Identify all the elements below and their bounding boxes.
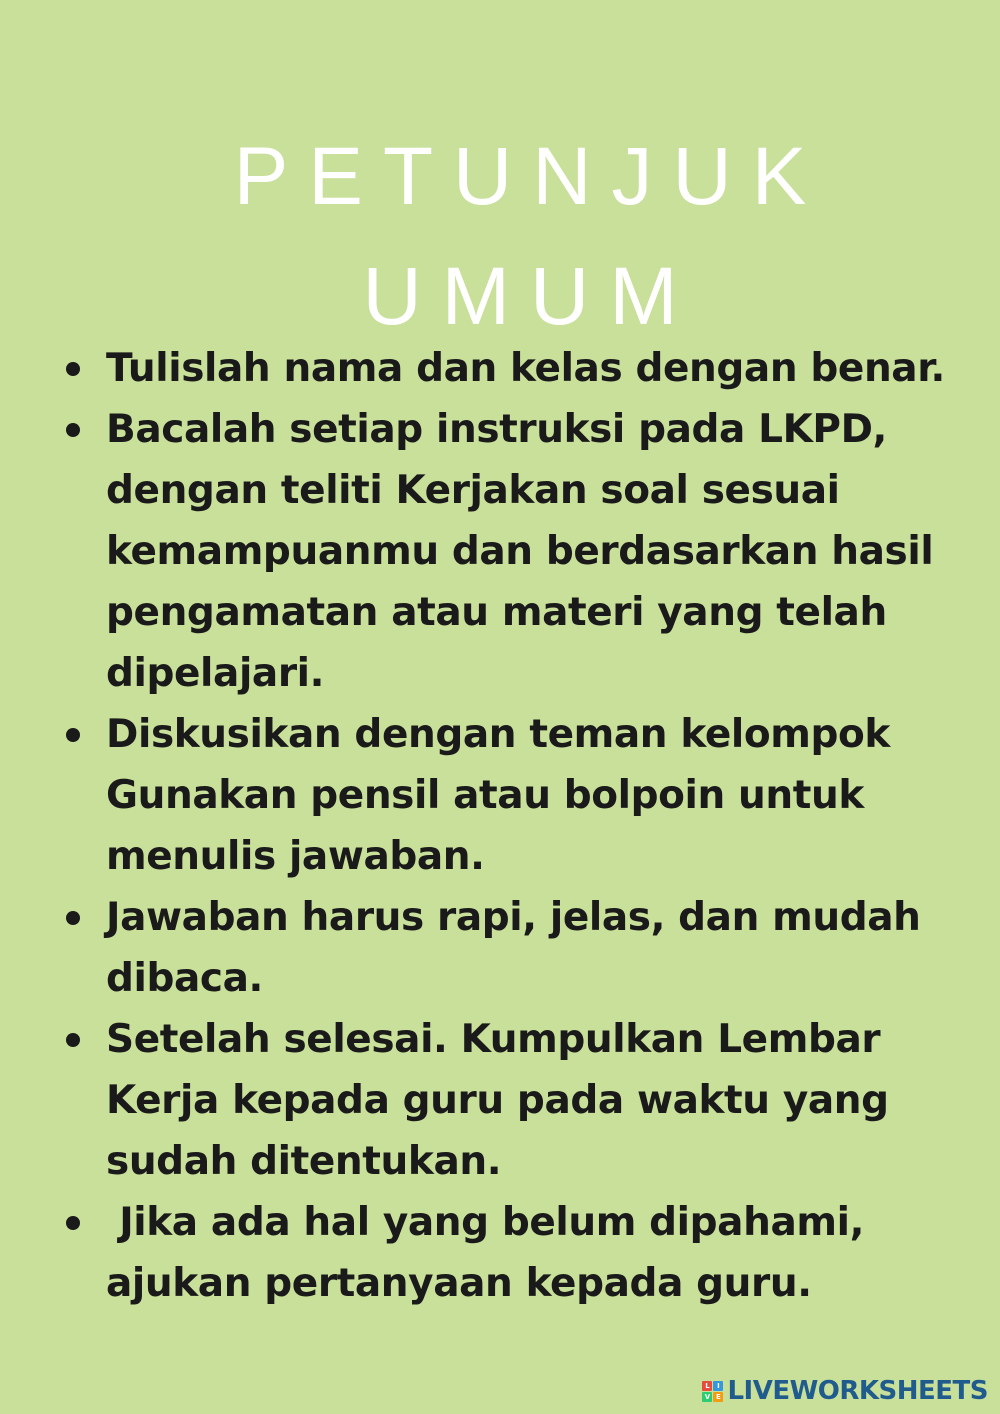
instruction-list — [0, 338, 1000, 1314]
instruction-text: Diskusikan dengan teman kelompok Gunakan pensil atau bolpoin untuk menulis jawaban. — [106, 712, 890, 879]
logo-letter: E — [713, 1392, 723, 1402]
instruction-text: Bacalah setiap instruksi pada LKPD, dengan teliti Kerjakan soal sesuai kemampuanmu dan berdasarkan hasil pengamatan atau materi yang telah dipelajari. — [106, 407, 934, 696]
instruction-item — [0, 887, 1000, 1009]
instruction-text: Setelah selesai. Kumpulkan Lembar Kerja kepada guru pada waktu yang sudah ditentukan. — [106, 1017, 889, 1184]
instruction-text: Tulislah nama dan kelas dengan benar. — [106, 346, 945, 391]
bullet-icon — [66, 423, 80, 437]
liveworksheets-logo-icon — [702, 1381, 723, 1402]
instruction-item — [0, 1192, 1000, 1314]
instruction-item — [0, 1009, 1000, 1192]
instruction-item — [0, 338, 1000, 399]
instruction-item — [0, 399, 1000, 704]
title-line-2: UMUM — [362, 250, 698, 342]
instruction-text: Jawaban harus rapi, jelas, dan mudah dibaca. — [106, 895, 921, 1001]
instruction-text: Jika ada hal yang belum dipahami, ajukan pertanyaan kepada guru. — [106, 1200, 878, 1306]
bullet-icon — [66, 728, 80, 742]
bullet-icon — [66, 911, 80, 925]
logo-letter: V — [702, 1392, 712, 1402]
bullet-icon — [66, 362, 80, 376]
liveworksheets-watermark[interactable] — [702, 1376, 988, 1406]
bullet-icon — [66, 1033, 80, 1047]
page-title — [0, 117, 1000, 357]
logo-letter: I — [713, 1381, 723, 1391]
title-line-1: PETUNJUK — [233, 130, 827, 222]
instruction-item — [0, 704, 1000, 887]
logo-letter: L — [702, 1381, 712, 1391]
bullet-icon — [66, 1216, 80, 1230]
watermark-text: LIVEWORKSHEETS — [727, 1376, 988, 1406]
